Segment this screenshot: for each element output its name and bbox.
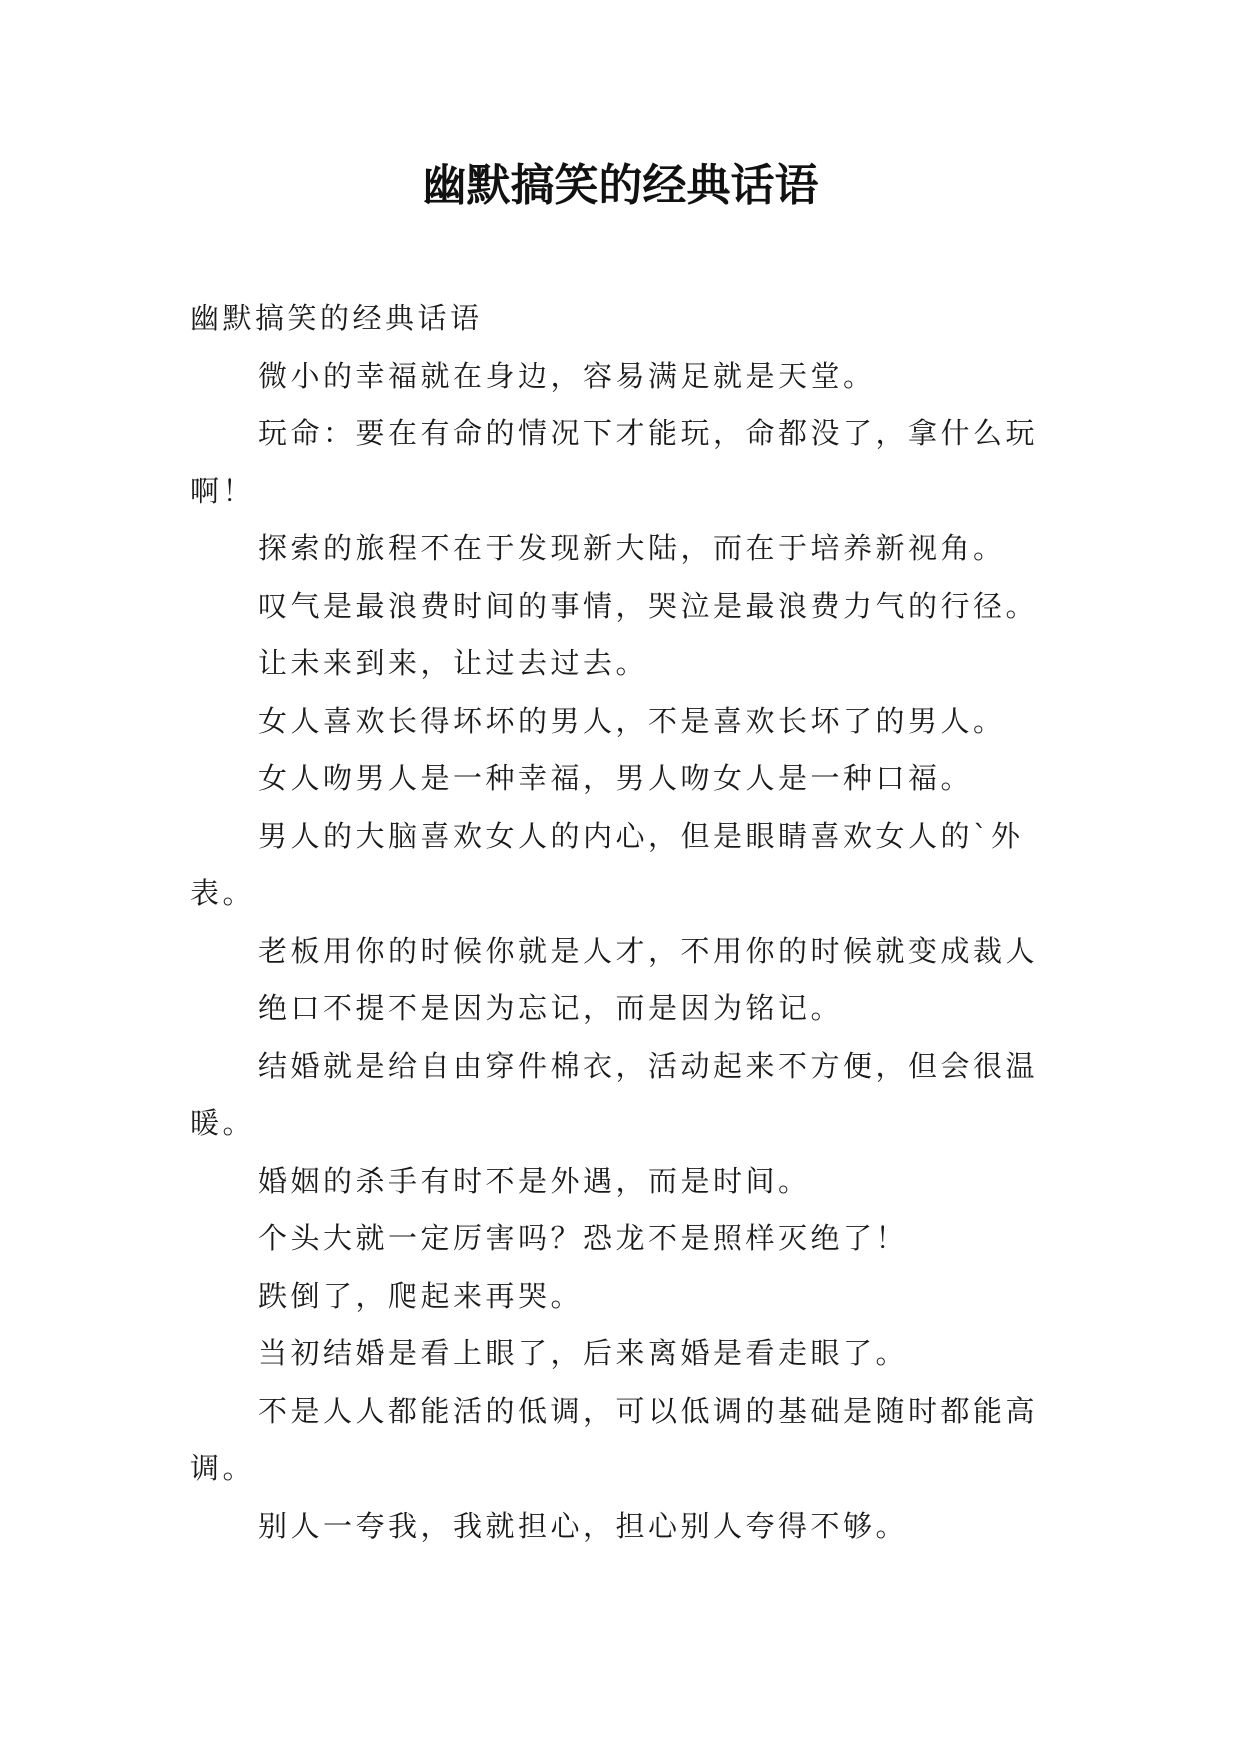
paragraph: 老板用你的时候你就是人才，不用你的时候就变成裁人 xyxy=(258,933,1039,968)
paragraph: 玩命：要在有命的情况下才能玩，命都没了，拿什么玩啊！ xyxy=(190,416,1039,508)
document-title: 幽默搞笑的经典话语 xyxy=(422,160,819,211)
paragraph: 让未来到来，让过去过去。 xyxy=(258,646,649,680)
paragraph: 个头大就一定厉害吗？恐龙不是照样灭绝了！ xyxy=(258,1221,909,1255)
paragraph: 不是人人都能活的低调，可以低调的基础是随时都能高调。 xyxy=(190,1393,1039,1485)
document-subtitle: 幽默搞笑的经典话语 xyxy=(190,301,483,335)
paragraph: 女人喜欢长得坏坏的男人，不是喜欢长坏了的男人。 xyxy=(258,703,1006,738)
paragraph: 别人一夸我，我就担心，担心别人夸得不够。 xyxy=(258,1508,909,1543)
paragraph: 女人吻男人是一种幸福，男人吻女人是一种口福。 xyxy=(258,761,974,795)
document-body xyxy=(190,290,1062,1555)
paragraph: 婚姻的杀手有时不是外遇，而是时间。 xyxy=(258,1163,811,1198)
paragraph: 男人的大脑喜欢女人的内心，但是眼睛喜欢女人的`外表。 xyxy=(190,818,1024,910)
paragraph: 绝口不提不是因为忘记，而是因为铭记。 xyxy=(258,991,844,1025)
paragraph: 叹气是最浪费时间的事情，哭泣是最浪费力气的行径。 xyxy=(258,588,1039,623)
paragraph: 微小的幸福就在身边，容易满足就是天堂。 xyxy=(258,358,876,393)
paragraph: 跌倒了，爬起来再哭。 xyxy=(258,1278,584,1313)
paragraph: 当初结婚是看上眼了，后来离婚是看走眼了。 xyxy=(258,1336,909,1370)
paragraph: 结婚就是给自由穿件棉衣，活动起来不方便，但会很温暖。 xyxy=(190,1048,1039,1140)
paragraph: 探索的旅程不在于发现新大陆，而在于培养新视角。 xyxy=(258,531,1006,565)
